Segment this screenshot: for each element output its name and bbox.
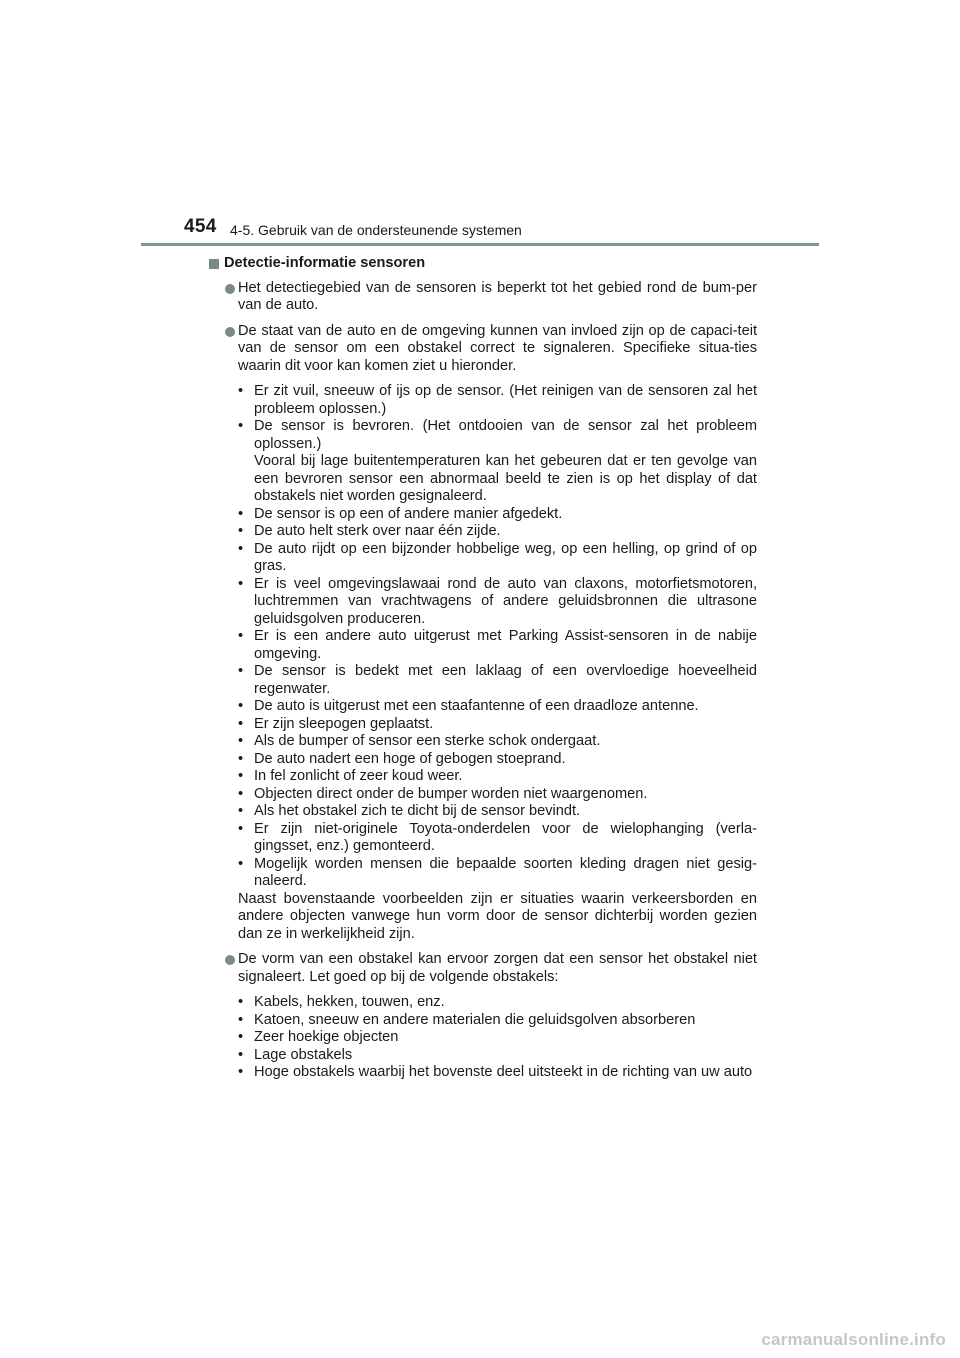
sub-list-text: De auto is uitgerust met een staafantenne of een draadloze antenne. [254,698,699,714]
sub-list-item [238,768,757,786]
sub-list-text: Als het obstakel zich te dicht bij de sensor bevindt. [254,803,581,819]
sub-list-text: Mogelijk worden mensen die bepaalde soorten kleding dragen niet gesig-naleerd. [254,855,757,889]
sub-list-item [238,576,757,629]
sub-list-item [238,751,757,769]
sub-list-text: Objecten direct onder de bumper worden niet waargenomen. [254,785,648,802]
sub-list-item [238,856,757,891]
sub-list-item [238,803,757,821]
header-rule [141,243,819,246]
dot-icon: • [238,1029,244,1045]
dot-icon: • [238,994,244,1010]
sub-list-text: De auto rijdt op een bijzonder hobbelige weg, op een helling, op grind of op gras. [254,540,757,574]
dot-icon: • [238,768,244,784]
sub-list-text: De auto helt sterk over naar één zijde. [254,523,501,539]
dot-icon: • [238,1046,244,1063]
dot-icon: • [238,1064,244,1080]
footer-watermark: carmanualsonline.info [761,1330,946,1349]
sub-list-item [238,786,757,804]
bullet-text: Het detectiegebied van de sensoren is beperkt tot het gebied rond de bum-per van de auto. [238,279,757,313]
page-number: 454 [184,216,217,237]
bullet-item [209,280,757,315]
square-bullet-icon [209,259,219,269]
sub-list-item [238,383,757,418]
dot-icon: • [238,733,244,749]
dot-icon: • [238,418,244,434]
sub-list-text: De sensor is bedekt met een laklaag of een overvloedige hoeveelheid regenwater. [254,663,757,697]
sub-list-item [238,698,757,716]
dot-icon: • [238,803,244,819]
page-content [209,255,757,1090]
circle-bullet-icon [225,327,235,337]
sub-list-text: Zeer hoekige objecten [254,1029,399,1045]
sub-list-text: Kabels, hekken, touwen, enz. [254,994,445,1010]
dot-icon: • [238,540,244,557]
bullet-item [209,323,757,376]
running-header: 4-5. Gebruik van de ondersteunende systemen [230,222,522,238]
sub-list-text: Er zit vuil, sneeuw of ijs op de sensor. (Het reinigen van de sensoren zal het probleem oplossen.) [254,383,757,417]
sub-list-text: Er zijn niet-originele Toyota-onderdelen voor de wielophanging (verla-gingsset, enz.) gemonteerd. [254,820,757,854]
bullet-text: De staat van de auto en de omgeving kunnen van invloed zijn op de capaci-teit van de sensor om een obstakel correct te signaleren. Specifieke situa-ties waarin dit voor kan komen ziet u hieronder. [238,322,757,374]
bullet-item [209,951,757,986]
dot-icon: • [238,663,244,679]
sub-list-item [238,506,757,524]
sub-list-item [238,1064,757,1082]
sub-list-item [238,821,757,856]
sub-list-text: De sensor is op een of andere manier afgedekt. [254,505,563,522]
sub-list [238,994,757,1082]
sub-list-text: Er zijn sleepogen geplaatst. [254,715,434,732]
sub-list-text: Hoge obstakels waarbij het bovenste deel uitsteekt in de richting van uw auto [254,1064,753,1080]
dot-icon: • [238,750,244,767]
dot-icon: • [238,785,244,802]
sub-list-text: Als de bumper of sensor een sterke schok ondergaat. [254,733,601,749]
dot-icon: • [238,820,244,837]
section-heading-text: Detectie-informatie sensoren [224,255,426,271]
sub-list [238,383,757,943]
sub-list-item [238,541,757,576]
dot-icon: • [238,383,244,399]
dot-icon: • [238,523,244,539]
bullet-text: De vorm van een obstakel kan ervoor zorgen dat een sensor het obstakel niet signaleert. Let goed op bij de volgende obstakels: [238,951,757,985]
dot-icon: • [238,628,244,644]
sub-list-item [238,628,757,663]
dot-icon: • [238,698,244,714]
sub-list-item [238,663,757,698]
dot-icon: • [238,1011,244,1028]
circle-bullet-icon [225,284,235,294]
sub-list-note: Vooral bij lage buitentemperaturen kan het gebeuren dat er ten gevolge van een bevroren sensor een abnormaal beeld te zien is op het display of dat obstakels niet worden gesignaleerd. [254,453,757,504]
sub-list-item [238,1029,757,1047]
sub-list-text: De auto nadert een hoge of gebogen stoeprand. [254,750,566,767]
sub-list-item [238,523,757,541]
sub-list-text: In fel zonlicht of zeer koud weer. [254,768,463,784]
sub-list-text: De sensor is bevroren. (Het ontdooien van de sensor zal het probleem oplossen.) [254,418,757,452]
sub-list-text: Katoen, sneeuw en andere materialen die geluidsgolven absorberen [254,1011,696,1028]
sub-list-text: Lage obstakels [254,1046,353,1063]
dot-icon: • [238,575,244,592]
sub-list-item [238,716,757,734]
dot-icon: • [238,855,244,872]
circle-bullet-icon [225,955,235,965]
sub-list-text: Er is veel omgevingslawaai rond de auto van claxons, motorfietsmotoren, luchtremmen van vrachtwagens of andere geluidsbronnen die ultrasone geluidsgolven produceren. [254,575,757,627]
sub-list-item [238,1012,757,1030]
dot-icon: • [238,715,244,732]
sub-list-text: Er is een andere auto uitgerust met Parking Assist-sensoren in de nabije omgeving. [254,628,757,662]
sub-list-note: Naast bovenstaande voorbeelden zijn er situaties waarin verkeersborden en andere objecten vanwege hun vorm door de sensor dichterbij worden gezien dan ze in werkelijkheid zijn. [238,890,757,942]
dot-icon: • [238,505,244,522]
sub-list-item [238,994,757,1012]
sub-list-item [238,733,757,751]
section-heading [209,255,757,273]
sub-list-item [238,1047,757,1065]
sub-list-item [238,418,757,453]
